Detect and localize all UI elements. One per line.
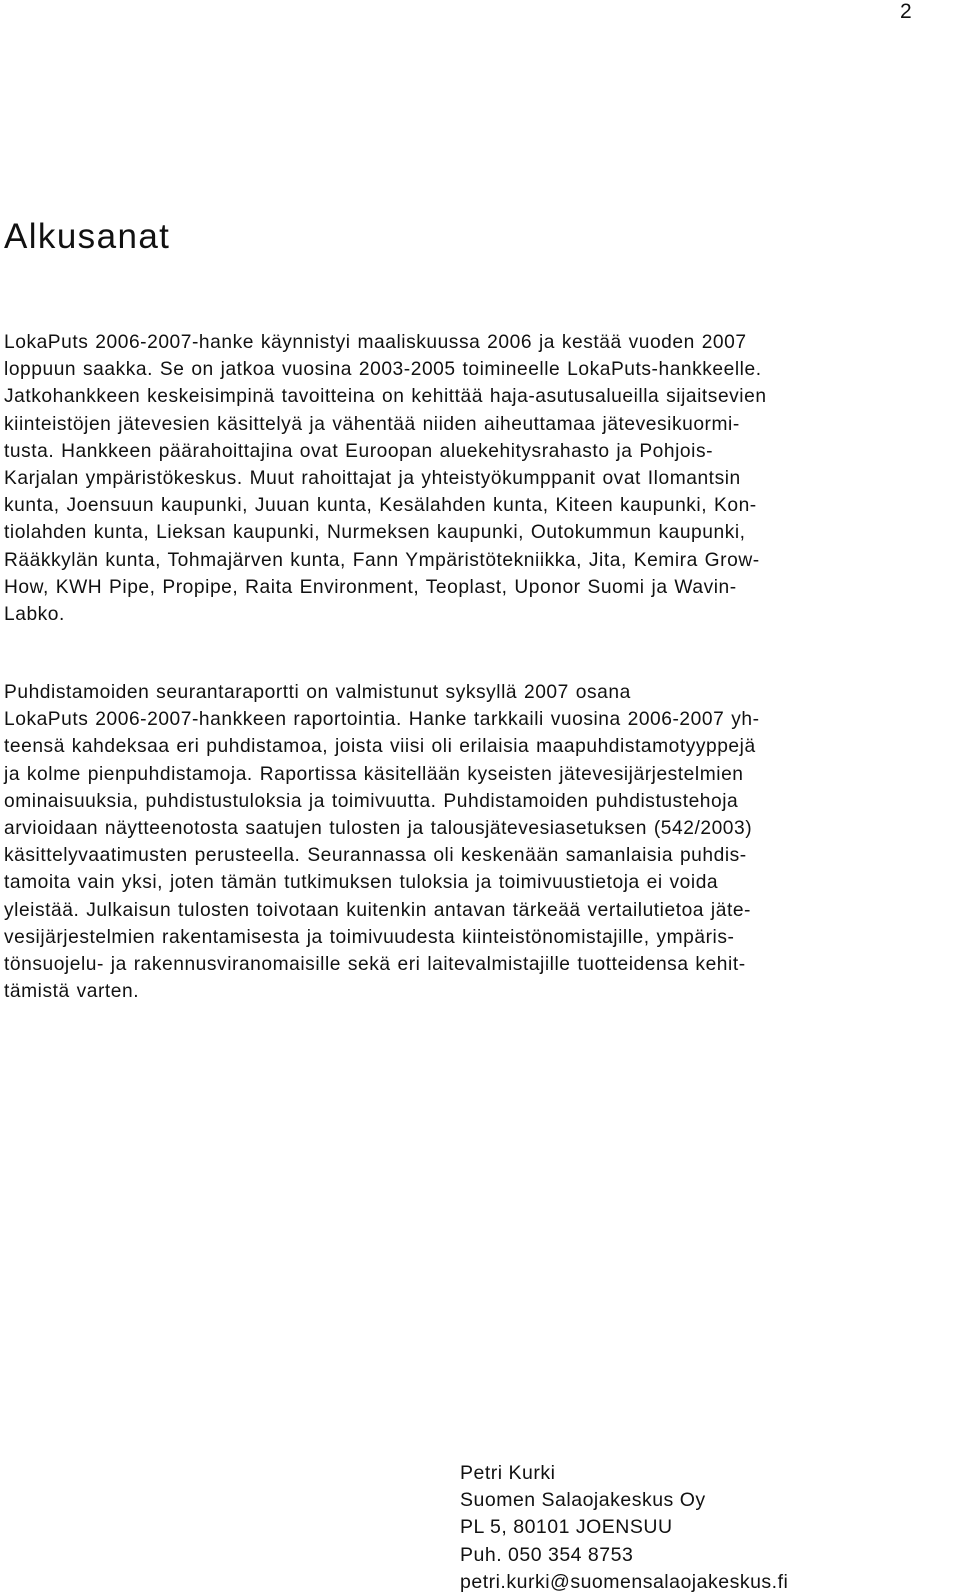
paragraph-project-intro: LokaPuts 2006-2007-hanke käynnistyi maaliskuussa 2006 ja kestää vuoden 2007 loppuun saakka. Se on jatkoa vuosina 2003-2005 toimineelle LokaPuts-hankkeelle. Jatkohankkeen keskeisimpinä tavoitteina on kehittää haja-asutusalueilla sijaitsevien kiinteistöjen jätevesien käsittelyä ja vähentää niiden aiheuttamaa jätevesikuormi- tusta. Hankkeen päärahoittajina ovat Euroopan aluekehitysrahasto ja Pohjois- Karjalan ympäristökeskus. Muut rahoittajat ja yhteistyökumppanit ovat Ilomantsin kunta, Joensuun kaupunki, Juuan kunta, Kesälahden kunta, Kiteen kaupunki, Kon- tiolahden kunta, Lieksan kaupunki, Nurmeksen kaupunki, Outokummun kaupunki, Rääkkylän kunta, Tohmajärven kunta, Fann Ympäristötekniikka, Jita, Kemira Grow- How, KWH Pipe, Propipe, Raita Environment, Teoplast, Uponor Suomi ja Wavin- Labko. xyxy=(4,332,767,626)
contact-organization: Suomen Salaojakeskus Oy xyxy=(460,1489,706,1512)
contact-name: Petri Kurki xyxy=(460,1462,556,1484)
contact-phone: Puh. 050 354 8753 xyxy=(460,1543,634,1566)
contact-address: PL 5, 80101 JOENSUU xyxy=(460,1516,673,1539)
page-heading: Alkusanat xyxy=(4,217,171,256)
contact-block xyxy=(460,1460,788,1596)
page-number: 2 xyxy=(900,0,912,23)
paragraph-report-summary: Puhdistamoiden seurantaraportti on valmistunut syksyllä 2007 osana LokaPuts 2006-2007-hankkeen raportointia. Hanke tarkkaili vuosina 2006-2007 yh- teensä kahdeksaa eri puhdistamoa, joista viisi oli erilaisia maapuhdistamotyyppejä ja kolme pienpuhdistamoja. Raportissa käsitellään kyseisten jätevesijärjestelmien ominaisuuksia, puhdistustuloksia ja toimivuutta. Puhdistamoiden puhdistustehoja arvioidaan näytteenotosta saatujen tulosten ja talousjätevesiasetuksen (542/2003) käsittelyvaatimusten perusteella. Seurannassa oli keskenään samanlaisia puhdis- tamoita vain yksi, joten tämän tutkimuksen tuloksia ja toimivuustietoja ei voida yleistää. Julkaisun tulosten toivotaan kuitenkin antavan tärkeää vertailutietoa jäte- vesijärjestelmien rakentamisesta ja toimivuudesta kiinteistönomistajille, ympäris- tönsuojelu- ja rakennusviranomaisille sekä eri laitevalmistajille tuotteidensa kehit- tämistä varten. xyxy=(4,682,760,1003)
contact-email: petri.kurki@suomensalaojakeskus.fi xyxy=(460,1570,789,1593)
